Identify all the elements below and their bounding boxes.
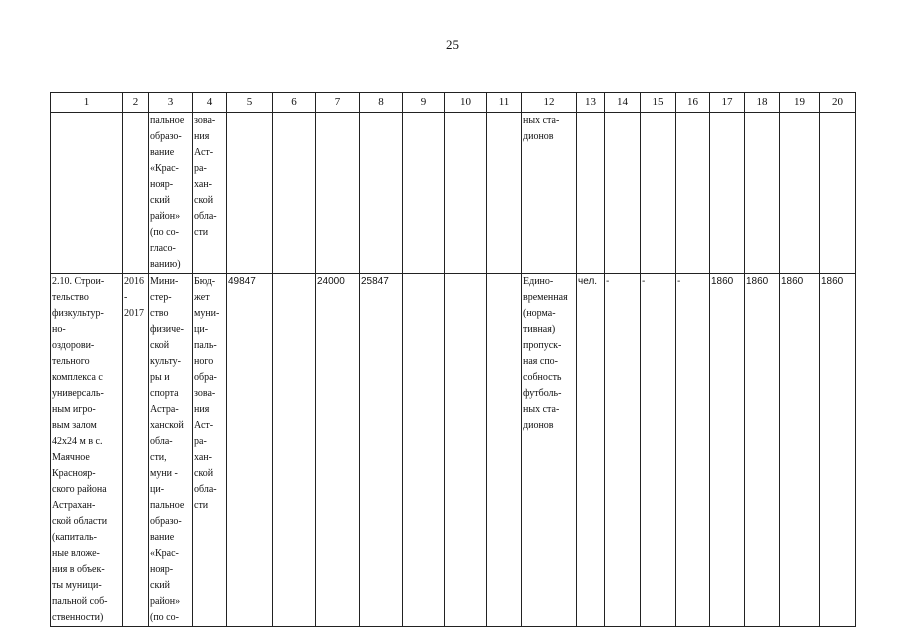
- table-cell: 1860: [820, 274, 856, 627]
- table-cell: [676, 113, 710, 274]
- column-header: 20: [820, 93, 856, 113]
- table-cell: [227, 113, 273, 274]
- table-cell: [487, 113, 522, 274]
- table-cell: [360, 113, 403, 274]
- table-cell: зова- ния Аст- ра- хан- ской обла- сти: [193, 113, 227, 274]
- table-cell: 25847: [360, 274, 403, 627]
- column-header: 2: [123, 93, 149, 113]
- column-header: 14: [605, 93, 641, 113]
- column-header: 8: [360, 93, 403, 113]
- table-header-row: [51, 93, 856, 113]
- column-header: 7: [316, 93, 360, 113]
- table-cell: 2.10. Строи- тельство физкультур- но- оздорови- тельного комплекса с универсаль- ным игро- вым залом 42х24 м в с. Маячное Краснояр- ского района Астрахан- ской области (капиталь- ные вложе- ния в объек- ты муници- пальной соб- ственности): [51, 274, 123, 627]
- table-cell: [273, 113, 316, 274]
- table-cell: пальное образо- вание «Крас- нояр- ский район» (по со- гласо- ванию): [149, 113, 193, 274]
- table-cell: чел.: [577, 274, 605, 627]
- column-header: 12: [522, 93, 577, 113]
- column-header: 5: [227, 93, 273, 113]
- table-row: [51, 274, 856, 627]
- column-header: 18: [745, 93, 780, 113]
- table-row: [51, 113, 856, 274]
- column-header: 15: [641, 93, 676, 113]
- table-cell: 49847: [227, 274, 273, 627]
- table-cell: ных ста- дионов: [522, 113, 577, 274]
- table-cell: 2016 - 2017: [123, 274, 149, 627]
- column-header: 19: [780, 93, 820, 113]
- column-header: 16: [676, 93, 710, 113]
- table-cell: [605, 113, 641, 274]
- table-cell: [273, 274, 316, 627]
- table-cell: [487, 274, 522, 627]
- table-cell: Бюд- жет муни- ци- паль- ного обра- зова- ния Аст- ра- хан- ской обла- сти: [193, 274, 227, 627]
- table-cell: [641, 113, 676, 274]
- table-cell: [403, 274, 445, 627]
- column-header: 4: [193, 93, 227, 113]
- page-number: 25: [446, 37, 459, 52]
- table-cell: [316, 113, 360, 274]
- column-header: 9: [403, 93, 445, 113]
- column-header: 11: [487, 93, 522, 113]
- column-header: 6: [273, 93, 316, 113]
- table-cell: 1860: [710, 274, 745, 627]
- table-cell: -: [605, 274, 641, 627]
- table-cell: -: [641, 274, 676, 627]
- column-header: 1: [51, 93, 123, 113]
- table-cell: [445, 113, 487, 274]
- table-cell: 24000: [316, 274, 360, 627]
- table-cell: [710, 113, 745, 274]
- data-table: [50, 92, 856, 627]
- table-cell: [445, 274, 487, 627]
- table-cell: Мини- стер- ство физиче- ской культу- ры и спорта Астра- ханской обла- сти, муни - ци- пальное образо- вание «Крас- нояр- ский район» (по со-: [149, 274, 193, 627]
- table-cell: [780, 113, 820, 274]
- table-cell: [403, 113, 445, 274]
- table-cell: [745, 113, 780, 274]
- column-header: 17: [710, 93, 745, 113]
- column-header: 10: [445, 93, 487, 113]
- table-cell: [820, 113, 856, 274]
- table-cell: 1860: [745, 274, 780, 627]
- column-header: 3: [149, 93, 193, 113]
- table-cell: [123, 113, 149, 274]
- table-cell: -: [676, 274, 710, 627]
- table-cell: 1860: [780, 274, 820, 627]
- table-cell: [577, 113, 605, 274]
- table-cell: [51, 113, 123, 274]
- column-header: 13: [577, 93, 605, 113]
- table-cell: Едино- временная (норма- тивная) пропуск- ная спо- собность футболь- ных ста- дионов: [522, 274, 577, 627]
